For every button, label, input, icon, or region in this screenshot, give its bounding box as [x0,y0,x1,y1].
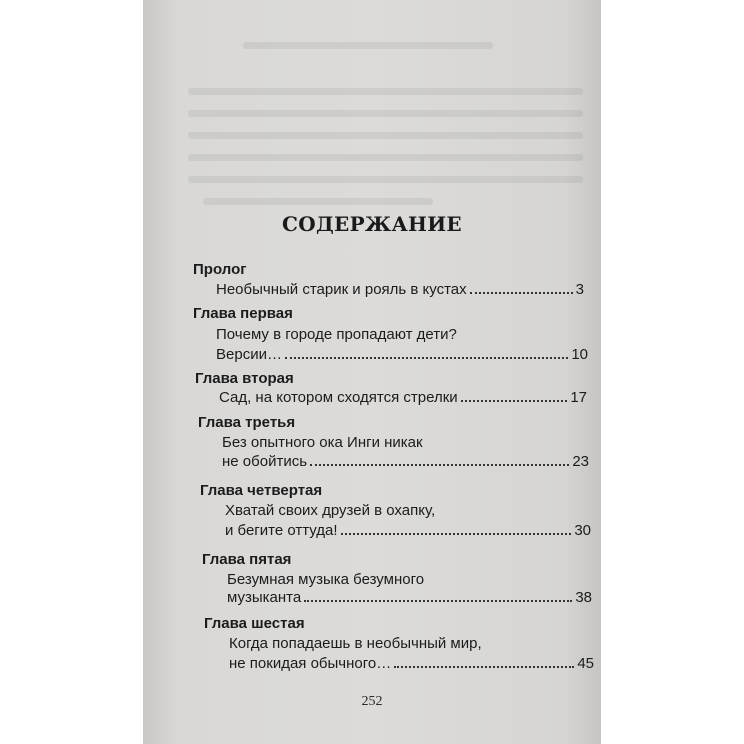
toc-page-number: 38 [575,589,592,606]
toc-chapter-title: Глава первая [193,305,293,322]
toc-entry-title: Когда попадаешь в необычный мир, [229,635,482,652]
toc-entry-title: Безумная музыка безумного [227,571,425,588]
toc-chapter-title: Глава пятая [202,551,292,568]
dot-leader [304,599,572,602]
toc-page-number: 23 [572,453,589,470]
toc-entry [222,453,589,470]
toc-page-number: 45 [577,655,594,672]
toc-entry-title: Хватай своих друзей в охапку, [225,502,436,519]
toc-entry [216,346,588,363]
toc-chapter-title: Глава шестая [204,615,305,632]
dot-leader [341,532,572,535]
dot-leader [285,356,568,359]
toc-entry [229,655,594,672]
toc-entry-title: и бегите оттуда! [225,522,338,539]
dot-leader [461,399,568,402]
toc-chapter-title: Глава четвертая [200,482,323,499]
toc-entry-title: не покидая обычного… [229,655,392,672]
toc-page-number: 3 [575,281,584,298]
page-number: 252 [361,694,383,709]
book-page [143,0,601,744]
toc-entry [216,281,584,298]
toc-entry-title: Необычный старик и рояль в кустах [216,281,467,298]
toc-page-number: 17 [570,389,587,406]
dot-leader [310,463,569,466]
toc-chapter-title: Глава вторая [195,370,294,387]
toc-entry-title: Почему в городе пропадают дети? [216,326,457,343]
toc-entry [227,589,592,606]
dot-leader [470,291,573,294]
toc-entry-title: Сад, на котором сходятся стрелки [219,389,458,406]
toc-chapter-title: Пролог [193,261,247,278]
toc-entry-title: не обойтись [222,453,308,470]
toc-entry [219,389,587,406]
toc-entry-title: Без опытного ока Инги никак [222,434,423,451]
table-of-contents [143,0,601,744]
toc-page-number: 10 [571,346,588,363]
toc-heading: СОДЕРЖАНИЕ [282,212,462,236]
dot-leader [394,665,574,668]
toc-page-number: 30 [574,522,591,539]
toc-entry-title: Версии… [216,346,282,363]
toc-entry-title: музыканта [227,589,302,606]
toc-chapter-title: Глава третья [198,414,296,431]
toc-entry [225,522,591,539]
